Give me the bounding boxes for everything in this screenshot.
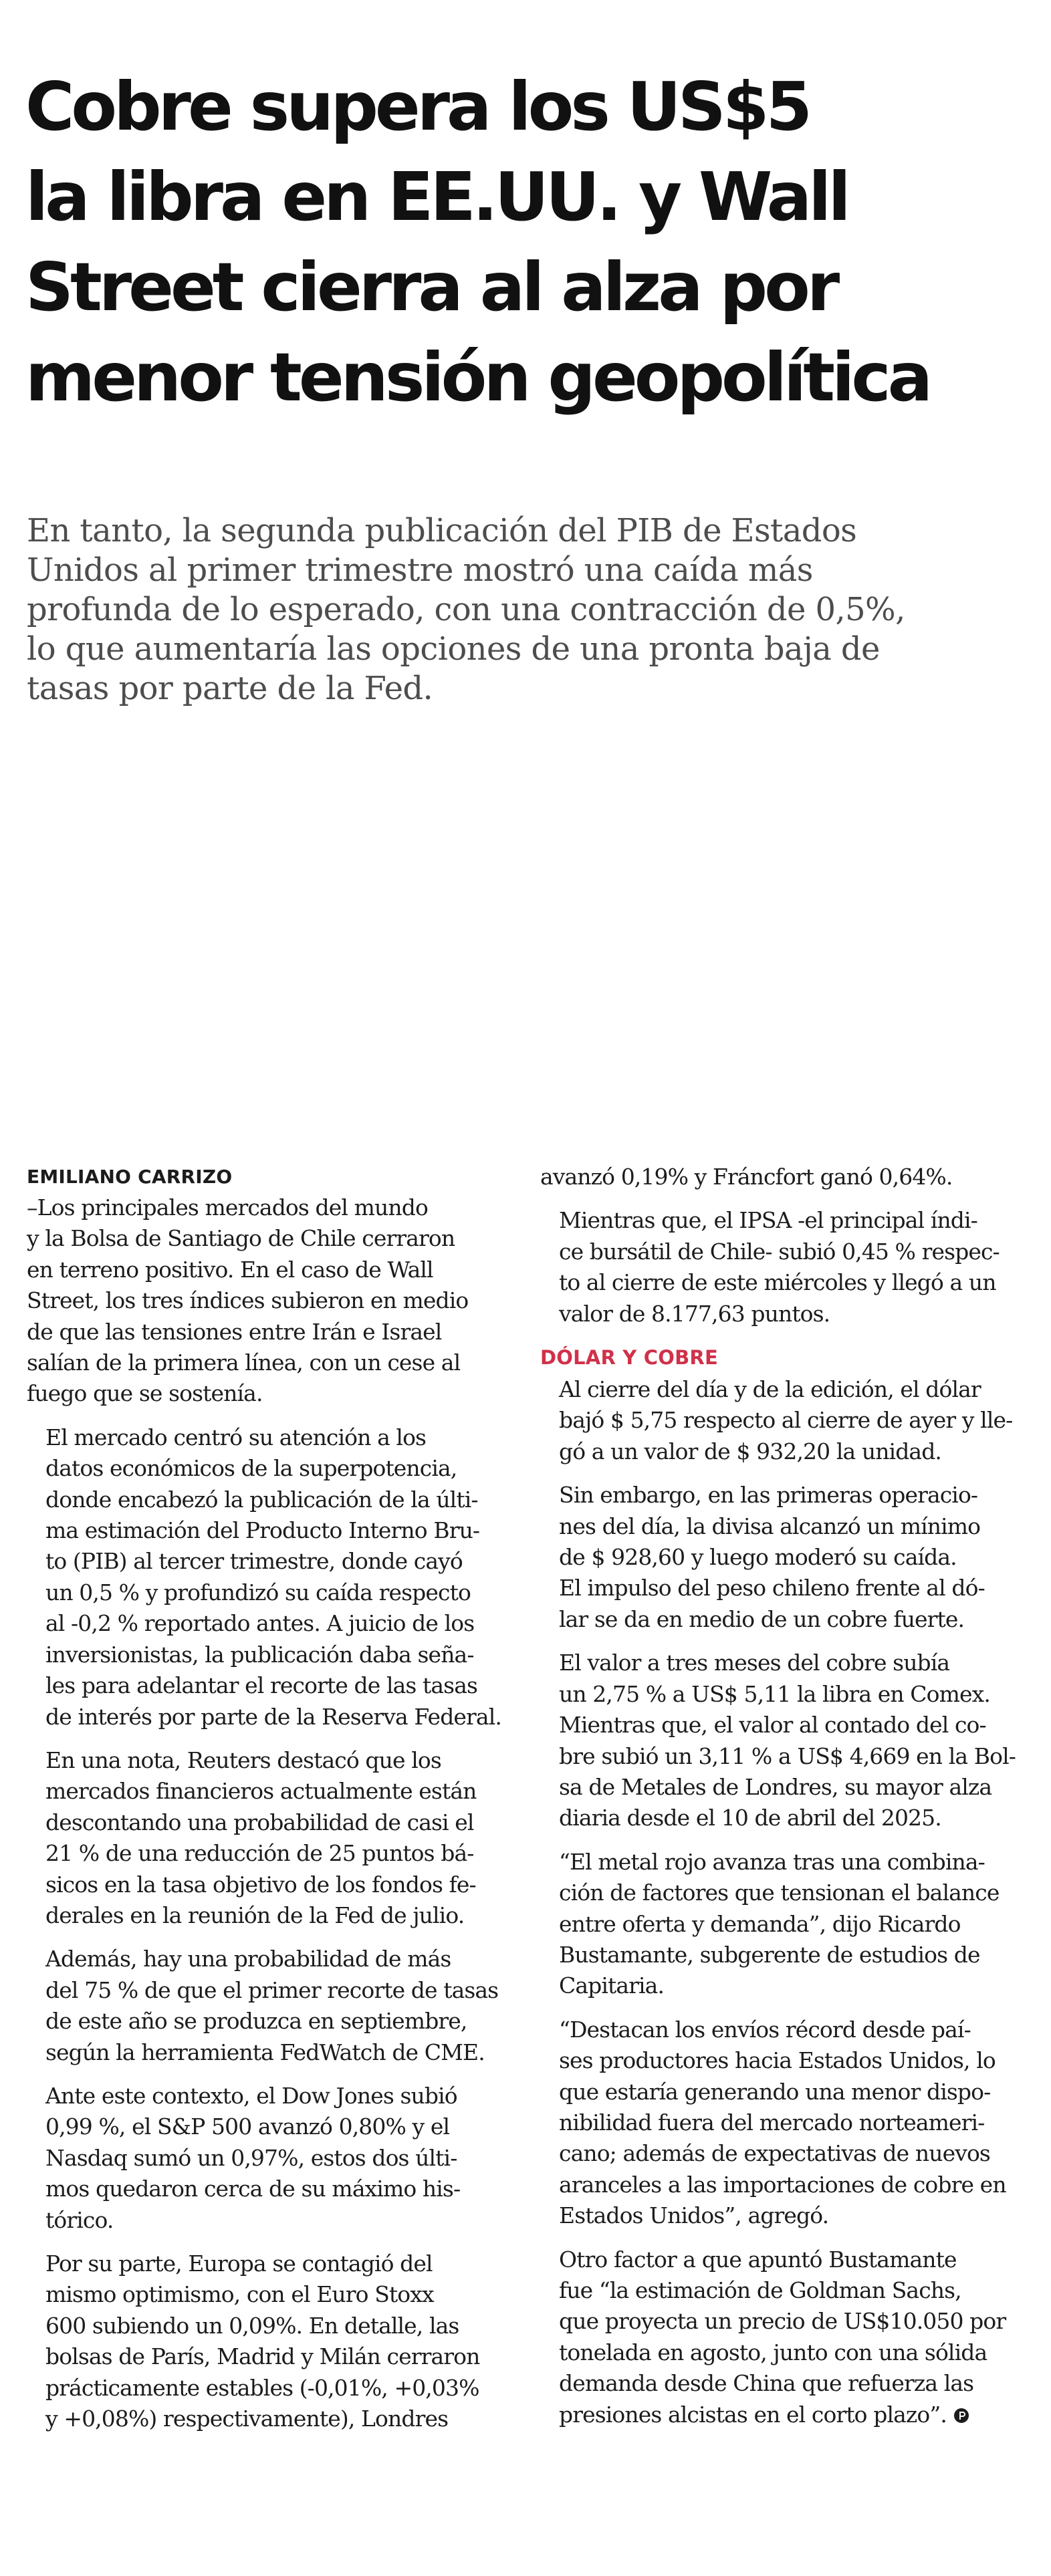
paragraph-line: y la Bolsa de Santiago de Chile cerraron xyxy=(27,1225,455,1252)
paragraph-line: datos económicos de la superpotencia, xyxy=(45,1455,457,1482)
body-paragraph xyxy=(27,1422,515,1732)
paragraph-line: que estaría generando una menor dispo- xyxy=(559,2078,991,2105)
paragraph-line: tórico. xyxy=(45,2206,114,2233)
paragraph-line: entre oferta y demanda”, dijo Ricardo xyxy=(559,1910,961,1937)
paragraph-line: de $ 928,60 y luego moderó su caída. xyxy=(559,1544,957,1571)
byline: EMILIANO CARRIZO xyxy=(27,1166,233,1188)
paragraph-line: en terreno positivo. En el caso de Wall xyxy=(27,1256,433,1283)
paragraph-line: Ante este contexto, el Dow Jones subió xyxy=(45,2082,457,2109)
body-paragraph xyxy=(540,1847,1028,2002)
paragraph-line: Además, hay una probabilidad de más xyxy=(45,1946,451,1972)
body-paragraph xyxy=(540,1480,1028,1635)
paragraph-line: “El metal rojo avanza tras una combina- xyxy=(559,1848,985,1875)
lead-line: tasas por parte de la Fed. xyxy=(27,670,433,707)
article-column-left xyxy=(27,1162,515,2447)
paragraph-line: Sin embargo, en las primeras operacio- xyxy=(559,1482,978,1509)
paragraph-line: Bustamante, subgerente de estudios de xyxy=(559,1941,980,1968)
headline-line: Cobre supera los US$5 xyxy=(25,68,810,146)
body-paragraph xyxy=(540,1205,1028,1329)
paragraph-line: ma estimación del Producto Interno Bru- xyxy=(45,1517,480,1544)
paragraph-line: ses productores hacia Estados Unidos, lo xyxy=(559,2047,996,2074)
paragraph-line: fue “la estimación de Goldman Sachs, xyxy=(559,2277,961,2303)
paragraph-line: de este año se produzca en septiembre, xyxy=(45,2008,467,2035)
paragraph-line: un 0,5 % y profundizó su caída respecto xyxy=(45,1579,471,1605)
paragraph-line: Mientras que, el valor al contado del co- xyxy=(559,1712,986,1738)
paragraph-line: fuego que se sostenía. xyxy=(27,1380,263,1407)
paragraph-line: bajó $ 5,75 respecto al cierre de ayer y lle- xyxy=(559,1407,1013,1434)
headline xyxy=(25,61,1028,422)
paragraph-line: –Los principales mercados del mundo xyxy=(27,1194,428,1220)
paragraph-line: ce bursátil de Chile- subió 0,45 % respec- xyxy=(559,1238,1000,1265)
paragraph-line: sa de Metales de Londres, su mayor alza xyxy=(559,1773,992,1800)
paragraph-line: de interés por parte de la Reserva Federal. xyxy=(45,1703,501,1730)
paragraph-line: El mercado centró su atención a los xyxy=(45,1424,427,1450)
paragraph-line: diaria desde el 10 de abril del 2025. xyxy=(559,1805,941,1831)
paragraph-line: bolsas de París, Madrid y Milán cerraron xyxy=(45,2343,480,2370)
lead-line: profunda de lo esperado, con una contracción de 0,5%, xyxy=(27,591,905,628)
paragraph-line: Al cierre del día y de la edición, el dólar xyxy=(559,1376,981,1403)
paragraph-line: valor de 8.177,63 puntos. xyxy=(559,1300,830,1327)
paragraph-line: to (PIB) al tercer trimestre, donde cayó xyxy=(45,1548,463,1575)
paragraph-line: descontando una probabilidad de casi el xyxy=(45,1809,474,1835)
paragraph-line: nibilidad fuera del mercado norteameri- xyxy=(559,2109,985,2136)
end-of-article-icon xyxy=(953,2408,969,2424)
paragraph-line: bre subió un 3,11 % a US$ 4,669 en la Bol- xyxy=(559,1743,1016,1769)
paragraph-line: avanzó 0,19% y Fráncfort ganó 0,64%. xyxy=(540,1164,953,1190)
paragraph-line: salían de la primera línea, con un cese al xyxy=(27,1349,461,1376)
lead-line: Unidos al primer trimestre mostró una caída más xyxy=(27,551,813,589)
body-paragraph xyxy=(540,1648,1028,1833)
paragraph-line: que proyecta un precio de US$10.050 por xyxy=(559,2308,1006,2335)
paragraph-line: mercados financieros actualmente están xyxy=(45,1778,477,1805)
paragraph-line: 21 % de una reducción de 25 puntos bá- xyxy=(45,1840,474,1867)
paragraph-line: Mientras que, el IPSA -el principal índi- xyxy=(559,1207,977,1234)
lead-line: En tanto, la segunda publicación del PIB de Estados xyxy=(27,512,857,549)
paragraph-line: según la herramienta FedWatch de CME. xyxy=(45,2039,485,2065)
paragraph-line: Capitaria. xyxy=(559,1972,665,1999)
paragraph-line: les para adelantar el recorte de las tasas xyxy=(45,1672,478,1699)
body-paragraph xyxy=(27,2081,515,2236)
paragraph-line: demanda desde China que refuerza las xyxy=(559,2370,974,2397)
body-paragraph xyxy=(27,1192,515,1410)
paragraph-line: al -0,2 % reportado antes. A juicio de los xyxy=(45,1610,475,1637)
body-paragraph xyxy=(540,2015,1028,2232)
paragraph-line: El impulso del peso chileno frente al dó- xyxy=(559,1575,985,1601)
body-paragraph xyxy=(540,1374,1028,1467)
paragraph-line: Street, los tres índices subieron en medio xyxy=(27,1287,469,1314)
paragraph-line: 0,99 %, el S&P 500 avanzó 0,80% y el xyxy=(45,2113,450,2140)
paragraph-line: mismo optimismo, con el Euro Stoxx xyxy=(45,2281,434,2308)
paragraph-line: Nasdaq sumó un 0,97%, estos dos últi- xyxy=(45,2144,457,2171)
paragraph-line: lar se da en medio de un cobre fuerte. xyxy=(559,1605,965,1632)
headline-line: Street cierra al alza por xyxy=(25,248,837,326)
paragraph-line: de que las tensiones entre Irán e Israel xyxy=(27,1318,442,1345)
lead-line: lo que aumentaría las opciones de una pronta baja de xyxy=(27,630,880,668)
body-paragraph xyxy=(540,2244,1028,2430)
paragraph-line: ción de factores que tensionan el balance xyxy=(559,1880,1000,1906)
paragraph-line: Otro factor a que apuntó Bustamante xyxy=(559,2246,957,2273)
paragraph-line: prácticamente estables (-0,01%, +0,03% xyxy=(45,2374,479,2401)
paragraph-line: “Destacan los envíos récord desde paí- xyxy=(559,2016,971,2043)
paragraph-line: to al cierre de este miércoles y llegó a un xyxy=(559,1269,996,1296)
body-paragraph xyxy=(540,1162,1028,1192)
paragraph-line: cano; además de expectativas de nuevos xyxy=(559,2140,990,2167)
paragraph-line: donde encabezó la publicación de la últi- xyxy=(45,1486,478,1513)
left-column-body xyxy=(27,1192,515,2434)
paragraph-line: tonelada en agosto, junto con una sólida xyxy=(559,2339,987,2365)
paragraph-line: aranceles a las importaciones de cobre en xyxy=(559,2171,1006,2198)
article-column-right xyxy=(540,1162,1028,2443)
body-paragraph xyxy=(27,1745,515,1931)
headline-line: menor tensión geopolítica xyxy=(25,338,930,416)
paragraph-line: inversionistas, la publicación daba seña- xyxy=(45,1641,474,1668)
paragraph-line: gó a un valor de $ 932,20 la unidad. xyxy=(559,1438,942,1464)
paragraph-line: derales en la reunión de la Fed de julio. xyxy=(45,1902,465,1928)
lead-paragraph xyxy=(27,511,1030,709)
paragraph-line: Por su parte, Europa se contagió del xyxy=(45,2250,433,2277)
paragraph-line: nes del día, la divisa alcanzó un mínimo xyxy=(559,1513,981,1539)
paragraph-line: del 75 % de que el primer recorte de tasas xyxy=(45,1976,499,2003)
paragraph-line: presiones alcistas en el corto plazo”. xyxy=(540,2400,1028,2430)
paragraph-line: sicos en la tasa objetivo de los fondos fe- xyxy=(45,1871,476,1898)
headline-line: la libra en EE.UU. y Wall xyxy=(25,158,848,236)
paragraph-line: 600 subiendo un 0,09%. En detalle, las xyxy=(45,2312,459,2339)
paragraph-line: mos quedaron cerca de su máximo his- xyxy=(45,2176,461,2202)
paragraph-line: y +0,08%) respectivamente), Londres xyxy=(45,2406,449,2432)
paragraph-line: El valor a tres meses del cobre subía xyxy=(559,1650,950,1676)
section-subhead: DÓLAR Y COBRE xyxy=(540,1346,718,1370)
right-column-body-top xyxy=(540,1162,1028,1329)
paragraph-line: un 2,75 % a US$ 5,11 la libra en Comex. xyxy=(559,1680,990,1707)
paragraph-line: En una nota, Reuters destacó que los xyxy=(45,1747,441,1773)
paragraph-line: Estados Unidos”, agregó. xyxy=(559,2202,829,2229)
right-column-body-bottom xyxy=(540,1374,1028,2430)
body-paragraph xyxy=(27,1944,515,2068)
body-paragraph xyxy=(27,2248,515,2434)
